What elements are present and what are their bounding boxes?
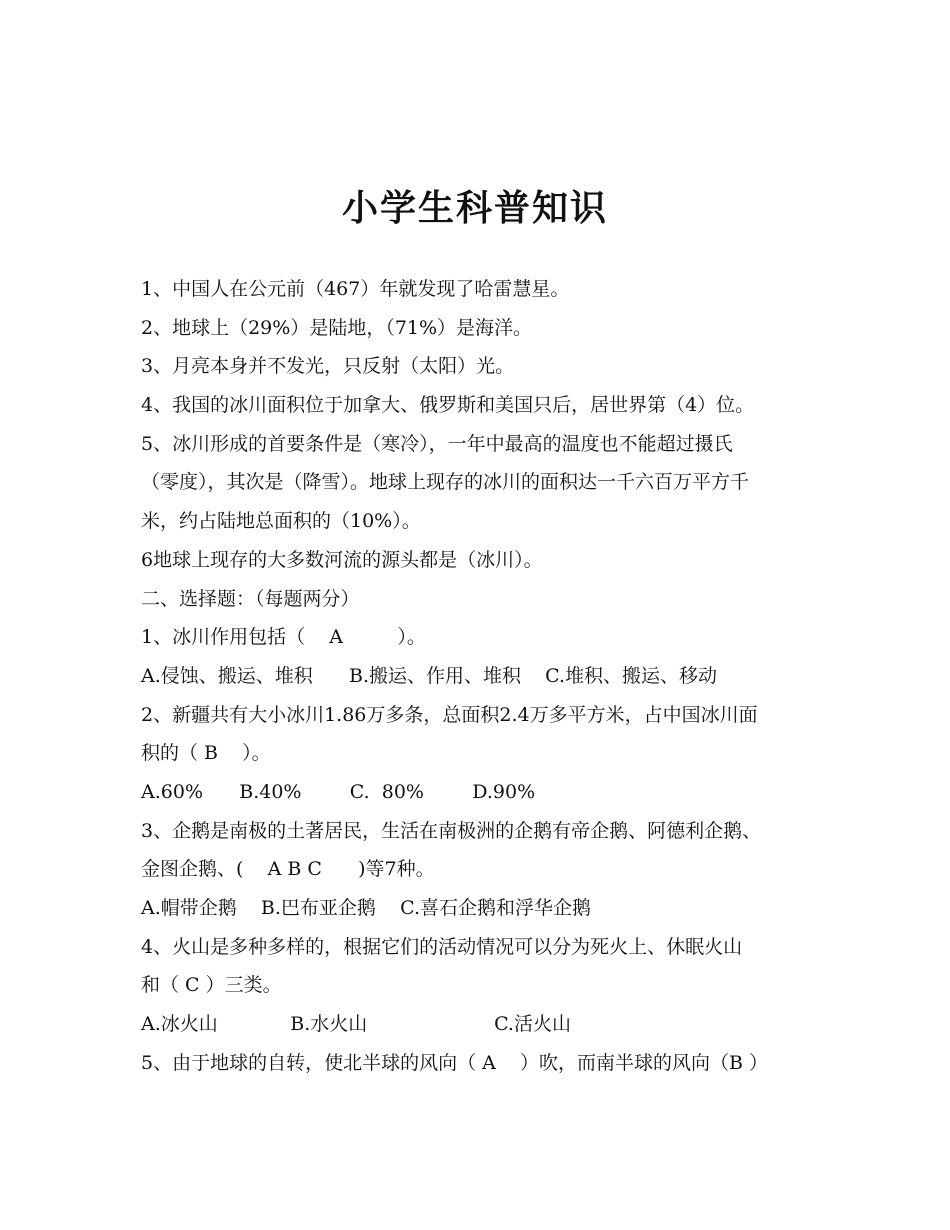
question-line: 4、火山是多种多样的，根据它们的活动情况可以分为死火上、休眠火山 xyxy=(141,935,743,958)
document-body xyxy=(141,270,813,1082)
text-line: （零度），其次是（降雪）。地球上现存的冰川的面积达一千六百万平方千 xyxy=(141,471,750,494)
text-line: 4、我国的冰川面积位于加拿大、俄罗斯和美国只后，居世界第（4）位。 xyxy=(141,394,755,417)
text-line: 6地球上现存的大多数河流的源头都是（冰川）。 xyxy=(141,548,543,571)
question-line: 2、新疆共有大小冰川1.86万多条，总面积2.4万多平方米，占中国冰川面 xyxy=(141,703,758,726)
options-line: A.60% B.40% C. 80% D.90% xyxy=(141,780,536,803)
text-line: 5、冰川形成的首要条件是（寒冷），一年中最高的温度也不能超过摄氏 xyxy=(141,432,733,455)
question-line: 3、企鹅是南极的土著居民，生活在南极洲的企鹅有帝企鹅、阿德利企鹅、 xyxy=(141,819,762,842)
question-line: 和（ C ）三类。 xyxy=(141,974,282,997)
question-line: 1、冰川作用包括（ A ）。 xyxy=(141,626,426,649)
text-line: 1、中国人在公元前（467）年就发现了哈雷慧星。 xyxy=(141,278,570,300)
question-line: 5、由于地球的自转，使北半球的风向（ A ）吹，而南半球的风向（B ） xyxy=(141,1051,769,1074)
text-line: 米，约占陆地总面积的（10%）。 xyxy=(141,510,421,533)
text-line: 2、地球上（29%）是陆地，（71%）是海洋。 xyxy=(141,316,533,339)
page-title: 小学生科普知识 xyxy=(341,187,608,229)
question-line: 金图企鹅、( A B C )等7种。 xyxy=(141,858,435,881)
options-line: A.冰火山 B.水火山 C.活火山 xyxy=(141,1013,571,1036)
text-line: 3、月亮本身并不发光，只反射（太阳）光。 xyxy=(141,355,515,378)
options-line: A.侵蚀、搬运、堆积 B.搬运、作用、堆积 C.堆积、搬运、移动 xyxy=(141,664,718,687)
section-heading: 二、选择题：（每题两分） xyxy=(141,587,360,610)
options-line: A.帽带企鹅 B.巴布亚企鹅 C.喜石企鹅和浮华企鹅 xyxy=(141,897,591,919)
question-line: 积的（ B ）。 xyxy=(141,742,271,765)
